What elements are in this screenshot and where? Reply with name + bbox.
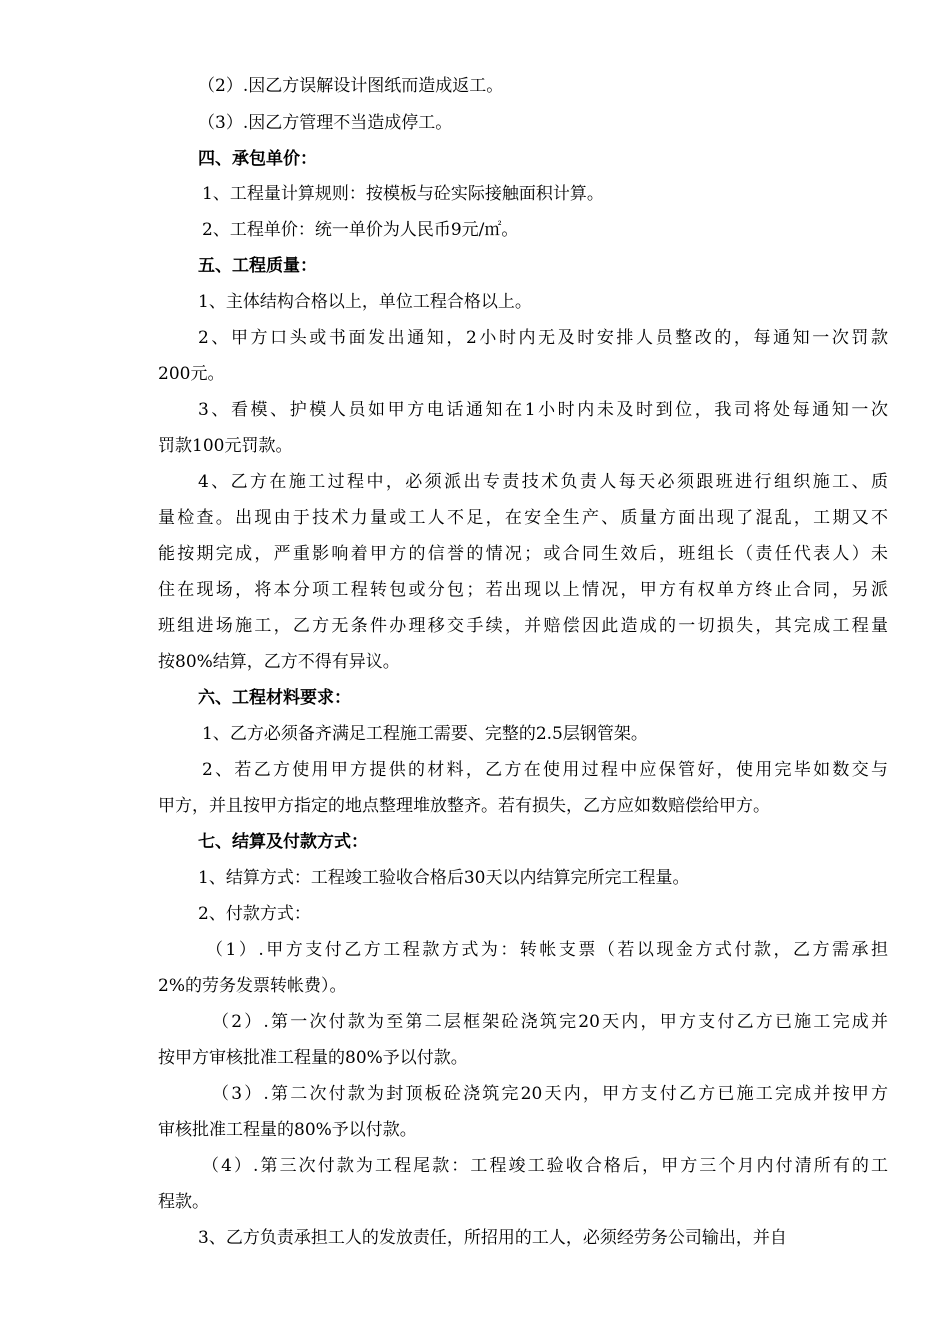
clause-text: 200元。	[158, 364, 225, 384]
clause-text: 班组进场施工，乙方无条件办理移交手续，并赔偿因此造成的一切损失，其完成工程量	[158, 616, 888, 636]
clause-text: （3）.第二次付款为封顶板砼浇筑完20天内，甲方支付乙方已施工完成并按甲方	[212, 1084, 888, 1104]
clause-text: 按80%结算，乙方不得有异议。	[158, 652, 400, 672]
clause-text: 住在现场，将本分项工程转包或分包；若出现以上情况，甲方有权单方终止合同，另派	[158, 580, 888, 600]
clause-text: 1、乙方必须备齐满足工程施工需要、完整的2.5层钢管架。	[202, 724, 648, 744]
clause-text: 2%的劳务发票转帐费）。	[158, 976, 347, 996]
clause-text: 4、乙方在施工过程中，必须派出专责技术负责人每天必须跟班进行组织施工、质	[198, 472, 888, 492]
section-heading: 五、工程质量：	[198, 256, 317, 276]
clause-text: 按甲方审核批准工程量的80%予以付款。	[158, 1048, 468, 1068]
clause-text: 3、看模、护模人员如甲方电话通知在1小时内未及时到位，我司将处每通知一次	[198, 400, 888, 420]
clause-text: （2）.因乙方误解设计图纸而造成返工。	[198, 76, 504, 96]
clause-text: （3）.因乙方管理不当造成停工。	[198, 113, 453, 133]
clause-text: （1）.甲方支付乙方工程款方式为：转帐支票（若以现金方式付款，乙方需承担	[206, 940, 888, 960]
clause-text: 1、主体结构合格以上，单位工程合格以上。	[198, 292, 532, 312]
clause-text: 2、若乙方使用甲方提供的材料，乙方在使用过程中应保管好，使用完毕如数交与	[202, 760, 888, 780]
clause-text: 罚款100元罚款。	[158, 436, 293, 456]
clause-text: 审核批准工程量的80%予以付款。	[158, 1120, 417, 1140]
clause-text: （2）.第一次付款为至第二层框架砼浇筑完20天内，甲方支付乙方已施工完成并	[212, 1012, 888, 1032]
clause-text: （4）.第三次付款为工程尾款：工程竣工验收合格后，甲方三个月内付清所有的工	[202, 1156, 888, 1176]
clause-text: 1、工程量计算规则：按模板与砼实际接触面积计算。	[202, 184, 604, 204]
section-heading: 七、结算及付款方式：	[198, 832, 368, 852]
section-heading: 四、承包单价：	[198, 149, 317, 169]
clause-text: 甲方，并且按甲方指定的地点整理堆放整齐。若有损失，乙方应如数赔偿给甲方。	[158, 796, 770, 816]
clause-text: 能按期完成，严重影响着甲方的信誉的情况；或合同生效后，班组长（责任代表人）未	[158, 544, 888, 564]
clause-text: 2、工程单价：统一单价为人民币9元/㎡。	[202, 220, 519, 240]
section-heading: 六、工程材料要求：	[198, 688, 351, 708]
clause-text: 量检查。出现由于技术力量或工人不足，在安全生产、质量方面出现了混乱，工期又不	[158, 508, 888, 528]
clause-text: 1、结算方式：工程竣工验收合格后30天以内结算完所完工程量。	[198, 868, 690, 888]
clause-text: 2、付款方式：	[198, 904, 311, 924]
clause-text: 程款。	[158, 1192, 209, 1212]
clause-text: 2、甲方口头或书面发出通知，2小时内无及时安排人员整改的，每通知一次罚款	[198, 328, 888, 348]
clause-text: 3、乙方负责承担工人的发放责任，所招用的工人，必须经劳务公司输出，并自	[198, 1228, 787, 1248]
